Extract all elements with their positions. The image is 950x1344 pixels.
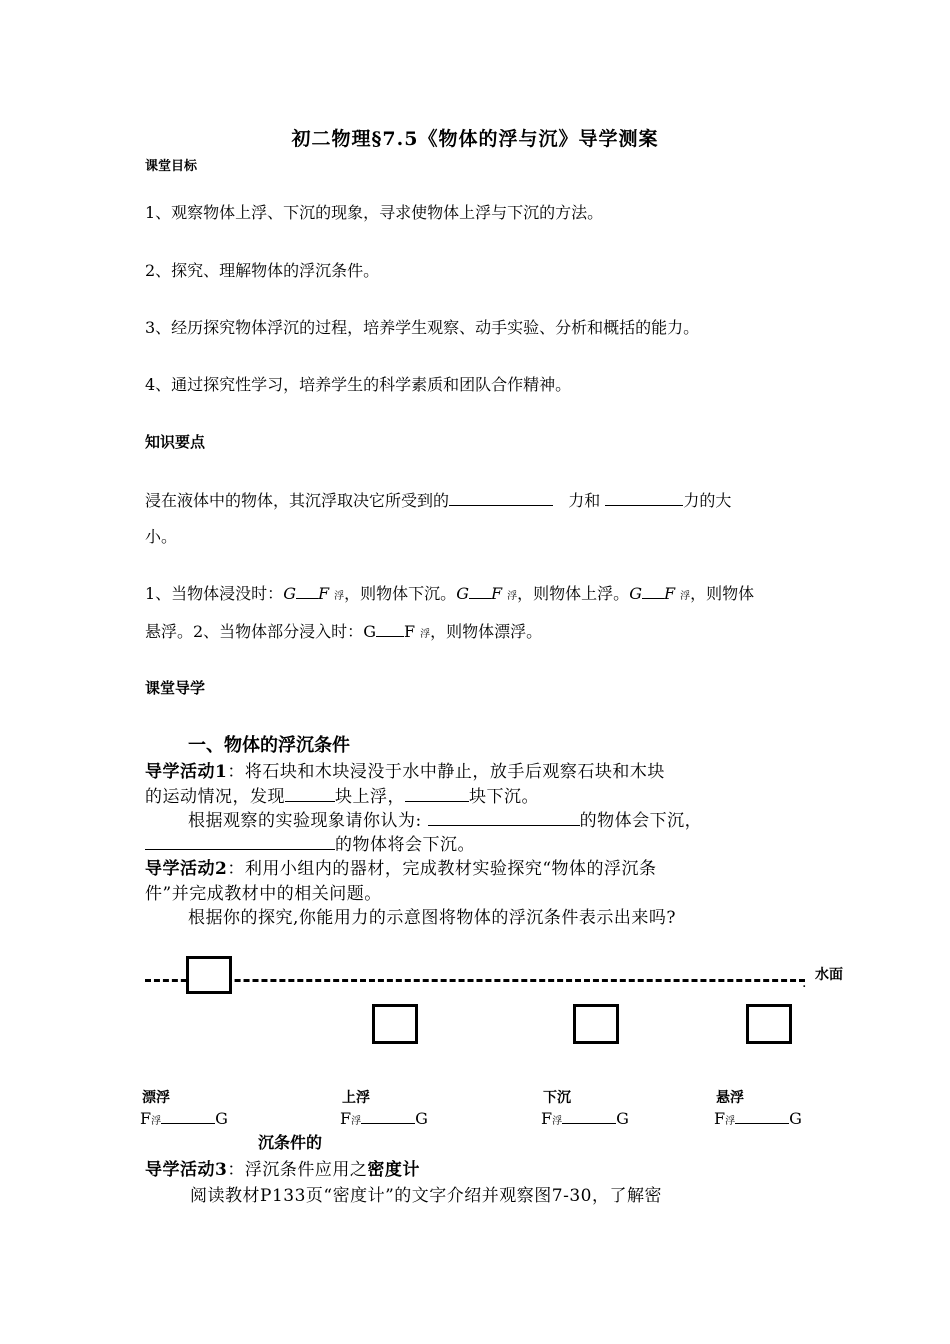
suspended-box [746, 1004, 792, 1044]
state-label: 悬浮 [716, 1090, 744, 1106]
blank-field[interactable] [469, 584, 491, 599]
blank-field[interactable] [161, 1109, 215, 1124]
activity-label: 导学活动3 [145, 1160, 228, 1180]
floating-box [186, 956, 232, 994]
water-surface-line [145, 979, 805, 982]
blank-field[interactable] [562, 1109, 616, 1124]
truncated-text: 沉条件的 [258, 1133, 323, 1152]
blank-field[interactable] [642, 584, 664, 599]
activity-line: 导学活动2：利用小组内的器材，完成教材实验探究“物体的浮沉条 [145, 859, 657, 879]
goal-item: 1、观察物体上浮、下沉的现象，寻求使物体上浮与下沉的方法。 [145, 203, 604, 222]
activity-line: 的物体将会下沉。 [145, 830, 475, 855]
condition-line: 悬浮。2、当物体部分浸入时：G F 浮，则物体漂浮。 [145, 622, 543, 641]
guide-heading: 课堂导学 [145, 679, 206, 697]
blank-field[interactable] [428, 811, 580, 826]
activity-label: 导学活动2 [145, 859, 228, 879]
activity-line: 件”并完成教材中的相关问题。 [145, 884, 382, 904]
knowledge-heading: 知识要点 [145, 433, 206, 451]
goal-item: 3、经历探究物体浮沉的过程，培养学生观察、动手实验、分析和概括的能力。 [145, 318, 700, 337]
goal-item: 2、探究、理解物体的浮沉条件。 [145, 261, 380, 280]
activity-line: 阅读教材P133页“密度计”的文字介绍并观察图7-30，了解密 [190, 1186, 662, 1206]
activity-line: 根据观察的实验现象请你认为: 的物体会下沉， [188, 811, 703, 831]
state-label: 漂浮 [142, 1090, 170, 1106]
water-label: 水面 [815, 967, 843, 983]
blank-field[interactable] [376, 622, 404, 637]
activity-line: 根据你的探究,你能用力的示意图将物体的浮沉条件表示出来吗? [188, 908, 677, 928]
blank-field[interactable] [605, 491, 683, 506]
force-relation: F浮 G [140, 1109, 228, 1128]
blank-field[interactable] [449, 491, 553, 506]
blank-field[interactable] [361, 1109, 415, 1124]
force-relation: F浮 G [340, 1109, 428, 1128]
rising-box [372, 1004, 418, 1044]
sinking-box [573, 1004, 619, 1044]
blank-field[interactable] [285, 787, 335, 802]
page-title: 初二物理§7.5《物体的浮与沉》导学测案 [291, 128, 659, 150]
knowledge-line: 浸在液体中的物体，其沉浮取决它所受到的 力和 力的大 [145, 491, 732, 510]
blank-field[interactable] [296, 584, 318, 599]
condition-line: 1、当物体浸没时：G F 浮，则物体下沉。G F 浮，则物体上浮。G F 浮，则物体 [145, 584, 755, 603]
force-relation: F浮 G [714, 1109, 802, 1128]
force-relation: F浮 G [541, 1109, 629, 1128]
activity-label: 导学活动1 [145, 762, 228, 782]
goals-heading: 课堂目标 [145, 159, 198, 174]
activity-line: 的运动情况，发现 块上浮， 块下沉。 [145, 787, 539, 807]
section-heading: 一、物体的浮沉条件 [188, 735, 350, 756]
activity-line: 导学活动1：将石块和木块浸没于水中静止，放手后观察石块和木块 [145, 762, 665, 782]
knowledge-line: 小。 [145, 527, 178, 546]
blank-field[interactable] [405, 787, 469, 802]
blank-field[interactable] [735, 1109, 789, 1124]
blank-field[interactable] [145, 835, 335, 850]
state-label: 上浮 [342, 1090, 370, 1106]
goal-item: 4、通过探究性学习，培养学生的科学素质和团队合作精神。 [145, 375, 572, 394]
dot: . [802, 975, 807, 991]
state-label: 下沉 [543, 1090, 571, 1106]
activity-line: 导学活动3：浮沉条件应用之密度计 [145, 1160, 420, 1180]
